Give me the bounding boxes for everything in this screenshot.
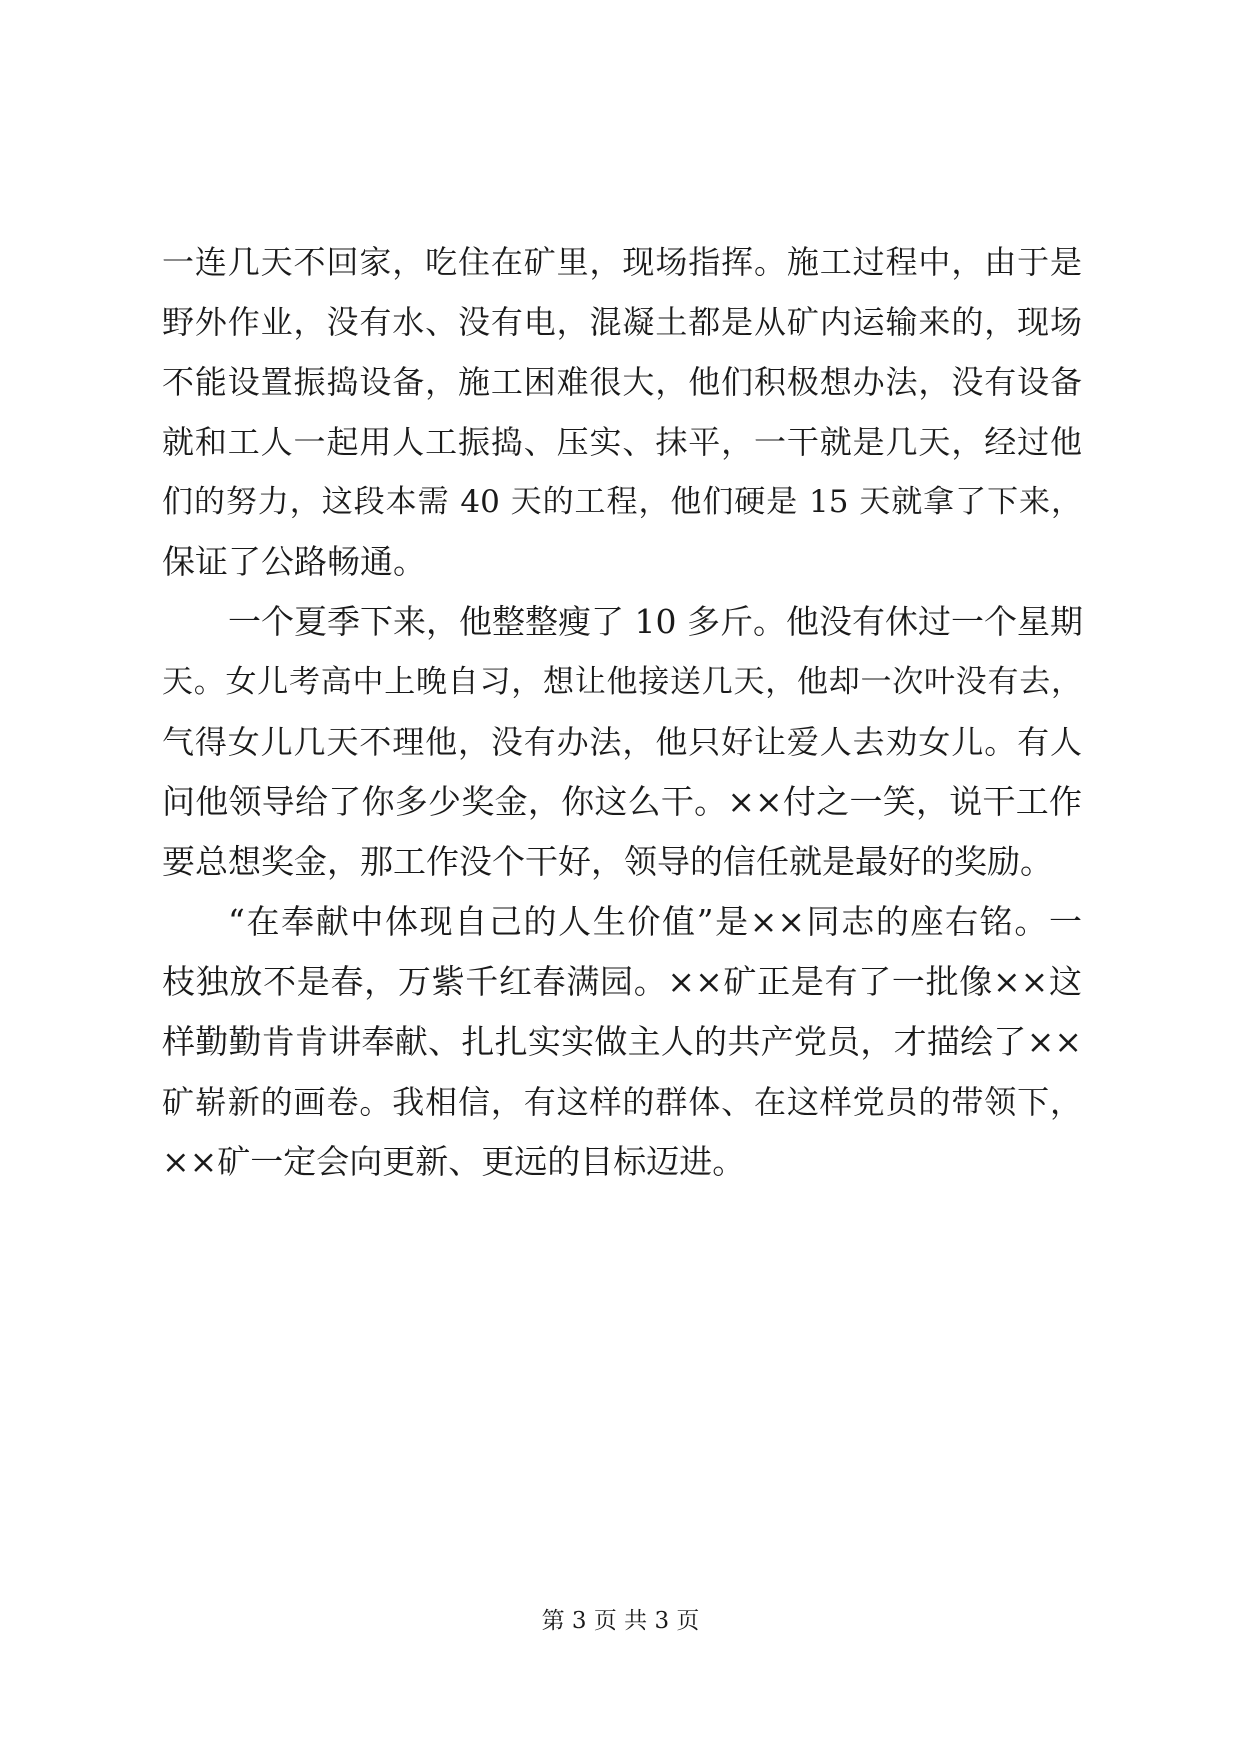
paragraph-line: 天。女儿考高中上晚自习，想让他接送几天，他却一次叶没有去， <box>162 664 1082 700</box>
paragraph-line: “在奉献中体现自己的人生价值”是××同志的座右铭。一 <box>228 902 1082 941</box>
paragraph-line: 一个夏季下来，他整整瘦了 10 多斤。他没有休过一个星期 <box>228 602 1083 641</box>
paragraph-line: 矿崭新的画卷。我相信，有这样的群体、在这样党员的带领下， <box>162 1083 1082 1121</box>
paragraph-line: 枝独放不是春，万紫千红春满园。××矿正是有了一批像××这 <box>162 962 1082 1001</box>
paragraph-line: ××矿一定会向更新、更远的目标迈进。 <box>162 1142 746 1181</box>
paragraph-line: 问他领导给了你多少奖金，你这么干。××付之一笑，说干工作 <box>162 782 1082 821</box>
paragraph-line: 们的努力，这段本需 40 天的工程，他们硬是 15 天就拿了下来， <box>162 484 1082 520</box>
paragraph-line: 要总想奖金，那工作没个干好，领导的信任就是最好的奖励。 <box>162 842 1053 881</box>
paragraph-line: 就和工人一起用人工振捣、压实、抹平，一干就是几天，经过他 <box>162 423 1082 461</box>
paragraph-3 <box>162 892 1082 1192</box>
paragraph-line: 不能设置振捣设备，施工困难很大，他们积极想办法，没有设备 <box>162 363 1082 401</box>
body-text <box>162 232 1082 1192</box>
paragraph-line: 一连几天不回家，吃住在矿里，现场指挥。施工过程中，由于是 <box>162 243 1082 281</box>
paragraph-line: 野外作业，没有水、没有电，混凝土都是从矿内运输来的，现场 <box>162 303 1082 341</box>
paragraph-line: 样勤勤肯肯讲奉献、扎扎实实做主人的共产党员，才描绘了×× <box>162 1022 1082 1061</box>
paragraph-2 <box>162 592 1082 892</box>
paragraph-line: 保证了公路畅通。 <box>162 542 426 581</box>
page-number-footer: 第 3 页 共 3 页 <box>541 1608 700 1634</box>
paragraph-1 <box>162 232 1082 592</box>
paragraph-line: 气得女儿几天不理他，没有办法，他只好让爱人去劝女儿。有人 <box>162 723 1082 761</box>
